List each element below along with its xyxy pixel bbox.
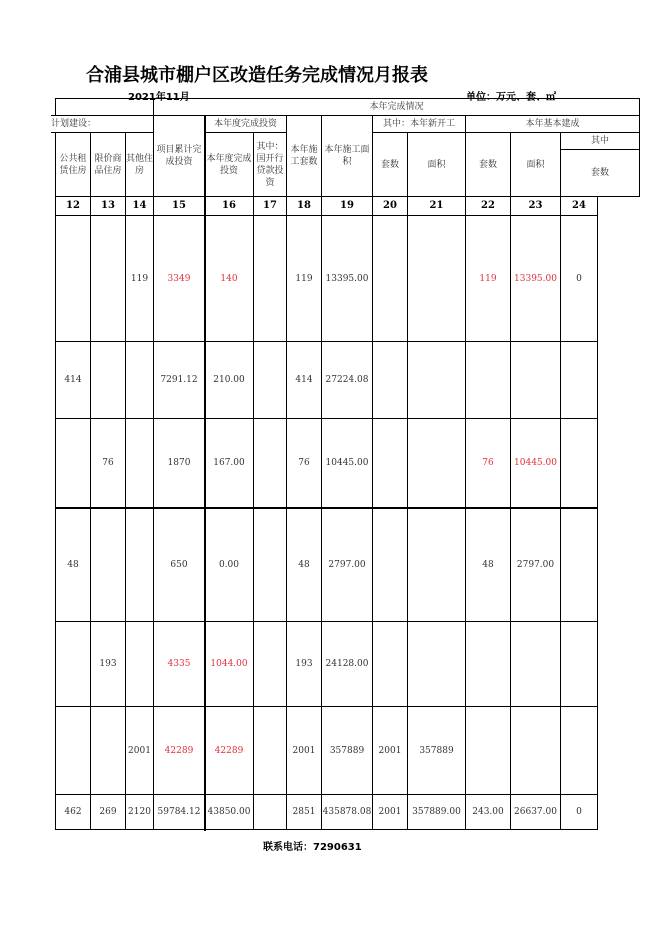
table-cell: 10445.00 (510, 418, 561, 508)
table-cell (253, 706, 287, 795)
table-cell: 357889 (321, 706, 373, 795)
header-cumulative: 项目累计完成投资 (153, 115, 205, 197)
column-number: 17 (253, 196, 287, 216)
table-cell: 2001 (125, 706, 154, 795)
divider (56, 507, 597, 509)
header-units: 套数 (465, 132, 511, 197)
table-cell (253, 418, 287, 508)
table-cell: 357889.00 (407, 794, 466, 830)
table-cell (90, 215, 126, 342)
table-cell (372, 621, 408, 707)
column-number: 16 (204, 196, 254, 216)
table-cell: 76 (286, 418, 322, 508)
header-blank-cell (55, 98, 154, 116)
table-cell (253, 215, 287, 342)
table-cell (407, 621, 466, 707)
table-cell: 119 (125, 215, 154, 342)
column-number: 15 (153, 196, 205, 216)
table-cell (560, 341, 598, 419)
column-number: 14 (125, 196, 154, 216)
table-cell: 0 (560, 215, 598, 342)
table-cell (465, 341, 511, 419)
table-cell: 243.00 (465, 794, 511, 830)
column-number: 21 (407, 196, 466, 216)
header-new-start: 其中：本年新开工 (372, 115, 466, 133)
table-cell (90, 706, 126, 795)
table-cell: 2001 (286, 706, 322, 795)
header-area: 面积 (407, 132, 466, 197)
table-cell (407, 341, 466, 419)
table-cell (125, 507, 154, 622)
table-cell: 7291.12 (153, 341, 205, 419)
table-cell: 42289 (204, 706, 254, 795)
table-cell: 4335 (153, 621, 205, 707)
header-construction-units: 本年施工套数 (286, 115, 322, 197)
header-units: 套数 (372, 132, 408, 197)
table-cell (253, 507, 287, 622)
contact-phone: 联系电话：7290631 (263, 842, 362, 853)
table-cell: 2797.00 (510, 507, 561, 622)
header-construction-area: 本年施工面积 (321, 115, 373, 197)
table-cell (90, 341, 126, 419)
report-title: 合浦县城市棚户区改造任务完成情况月报表 (86, 65, 428, 86)
table-cell (372, 418, 408, 508)
divider (204, 116, 206, 831)
table-cell: 42289 (153, 706, 205, 795)
table-cell (372, 215, 408, 342)
table-cell: 140 (204, 215, 254, 342)
table-cell (560, 621, 598, 707)
report-date: 2021年11月 (128, 92, 190, 103)
table-cell: 26637.00 (510, 794, 561, 830)
header-public-rental: 公共租赁住房 (55, 132, 91, 197)
header-plan: 计划建设： (51, 115, 154, 133)
table-cell: 435878.08 (321, 794, 373, 830)
table-cell (125, 341, 154, 419)
table-cell: 167.00 (204, 418, 254, 508)
table-cell: 0.00 (204, 507, 254, 622)
table-cell (55, 418, 91, 508)
header-price-limited: 限价商品住房 (90, 132, 126, 197)
header-annual-done-invest: 本年度完成投资 (204, 132, 254, 197)
table-cell: 13395.00 (510, 215, 561, 342)
table-cell: 24128.00 (321, 621, 373, 707)
table-cell: 193 (286, 621, 322, 707)
column-number: 18 (286, 196, 322, 216)
table-cell (372, 341, 408, 419)
table-cell: 59784.12 (153, 794, 205, 830)
table-cell: 48 (55, 507, 91, 622)
table-cell (560, 418, 598, 508)
table-cell (407, 507, 466, 622)
table-cell (125, 418, 154, 508)
header-units: 套数 (560, 149, 640, 197)
table-cell: 27224.08 (321, 341, 373, 419)
table-cell: 48 (465, 507, 511, 622)
table-cell (55, 706, 91, 795)
table-cell: 1044.00 (204, 621, 254, 707)
unit-label: 单位：万元、套、㎡ (466, 92, 556, 103)
column-number: 23 (510, 196, 561, 216)
column-number: 19 (321, 196, 373, 216)
table-cell (407, 418, 466, 508)
table-cell: 119 (286, 215, 322, 342)
column-number: 13 (90, 196, 126, 216)
header-annual-invest: 本年度完成投资 (204, 115, 287, 133)
table-cell: 10445.00 (321, 418, 373, 508)
column-number: 12 (55, 196, 91, 216)
column-number: 22 (465, 196, 511, 216)
table-cell: 269 (90, 794, 126, 830)
table-cell (253, 621, 287, 707)
table-cell: 119 (465, 215, 511, 342)
table-cell: 2001 (372, 706, 408, 795)
table-cell (465, 621, 511, 707)
header-other: 其他住房 (125, 132, 154, 197)
table-cell (55, 215, 91, 342)
table-cell (372, 507, 408, 622)
header-area: 面积 (510, 132, 561, 197)
table-cell: 2797.00 (321, 507, 373, 622)
table-cell: 414 (55, 341, 91, 419)
table-cell: 414 (286, 341, 322, 419)
table-cell (55, 621, 91, 707)
table-cell: 76 (465, 418, 511, 508)
table-cell: 357889 (407, 706, 466, 795)
table-cell: 2120 (125, 794, 154, 830)
table-cell: 193 (90, 621, 126, 707)
table-cell: 650 (153, 507, 205, 622)
table-cell (253, 794, 287, 830)
table-cell (465, 706, 511, 795)
table-cell (560, 507, 598, 622)
table-cell (510, 706, 561, 795)
header-completion: 本年完成情况 (153, 98, 640, 116)
table-cell (510, 621, 561, 707)
table-cell: 2001 (372, 794, 408, 830)
column-number: 24 (560, 196, 598, 216)
table-cell (407, 215, 466, 342)
table-cell (510, 341, 561, 419)
table-cell: 210.00 (204, 341, 254, 419)
table-cell (90, 507, 126, 622)
table-cell: 1870 (153, 418, 205, 508)
table-cell: 43850.00 (204, 794, 254, 830)
header-of-which: 其中 (560, 132, 640, 150)
table-cell: 48 (286, 507, 322, 622)
header-cdb-loan: 其中：国开行贷款投资 (253, 132, 287, 197)
table-cell: 3349 (153, 215, 205, 342)
table-cell: 2851 (286, 794, 322, 830)
table-cell: 462 (55, 794, 91, 830)
table-cell (560, 706, 598, 795)
table-cell (125, 621, 154, 707)
table-cell: 76 (90, 418, 126, 508)
table-cell (253, 341, 287, 419)
table-cell: 0 (560, 794, 598, 830)
header-basic-done: 本年基本建成 (465, 115, 640, 133)
table-cell: 13395.00 (321, 215, 373, 342)
column-number: 20 (372, 196, 408, 216)
